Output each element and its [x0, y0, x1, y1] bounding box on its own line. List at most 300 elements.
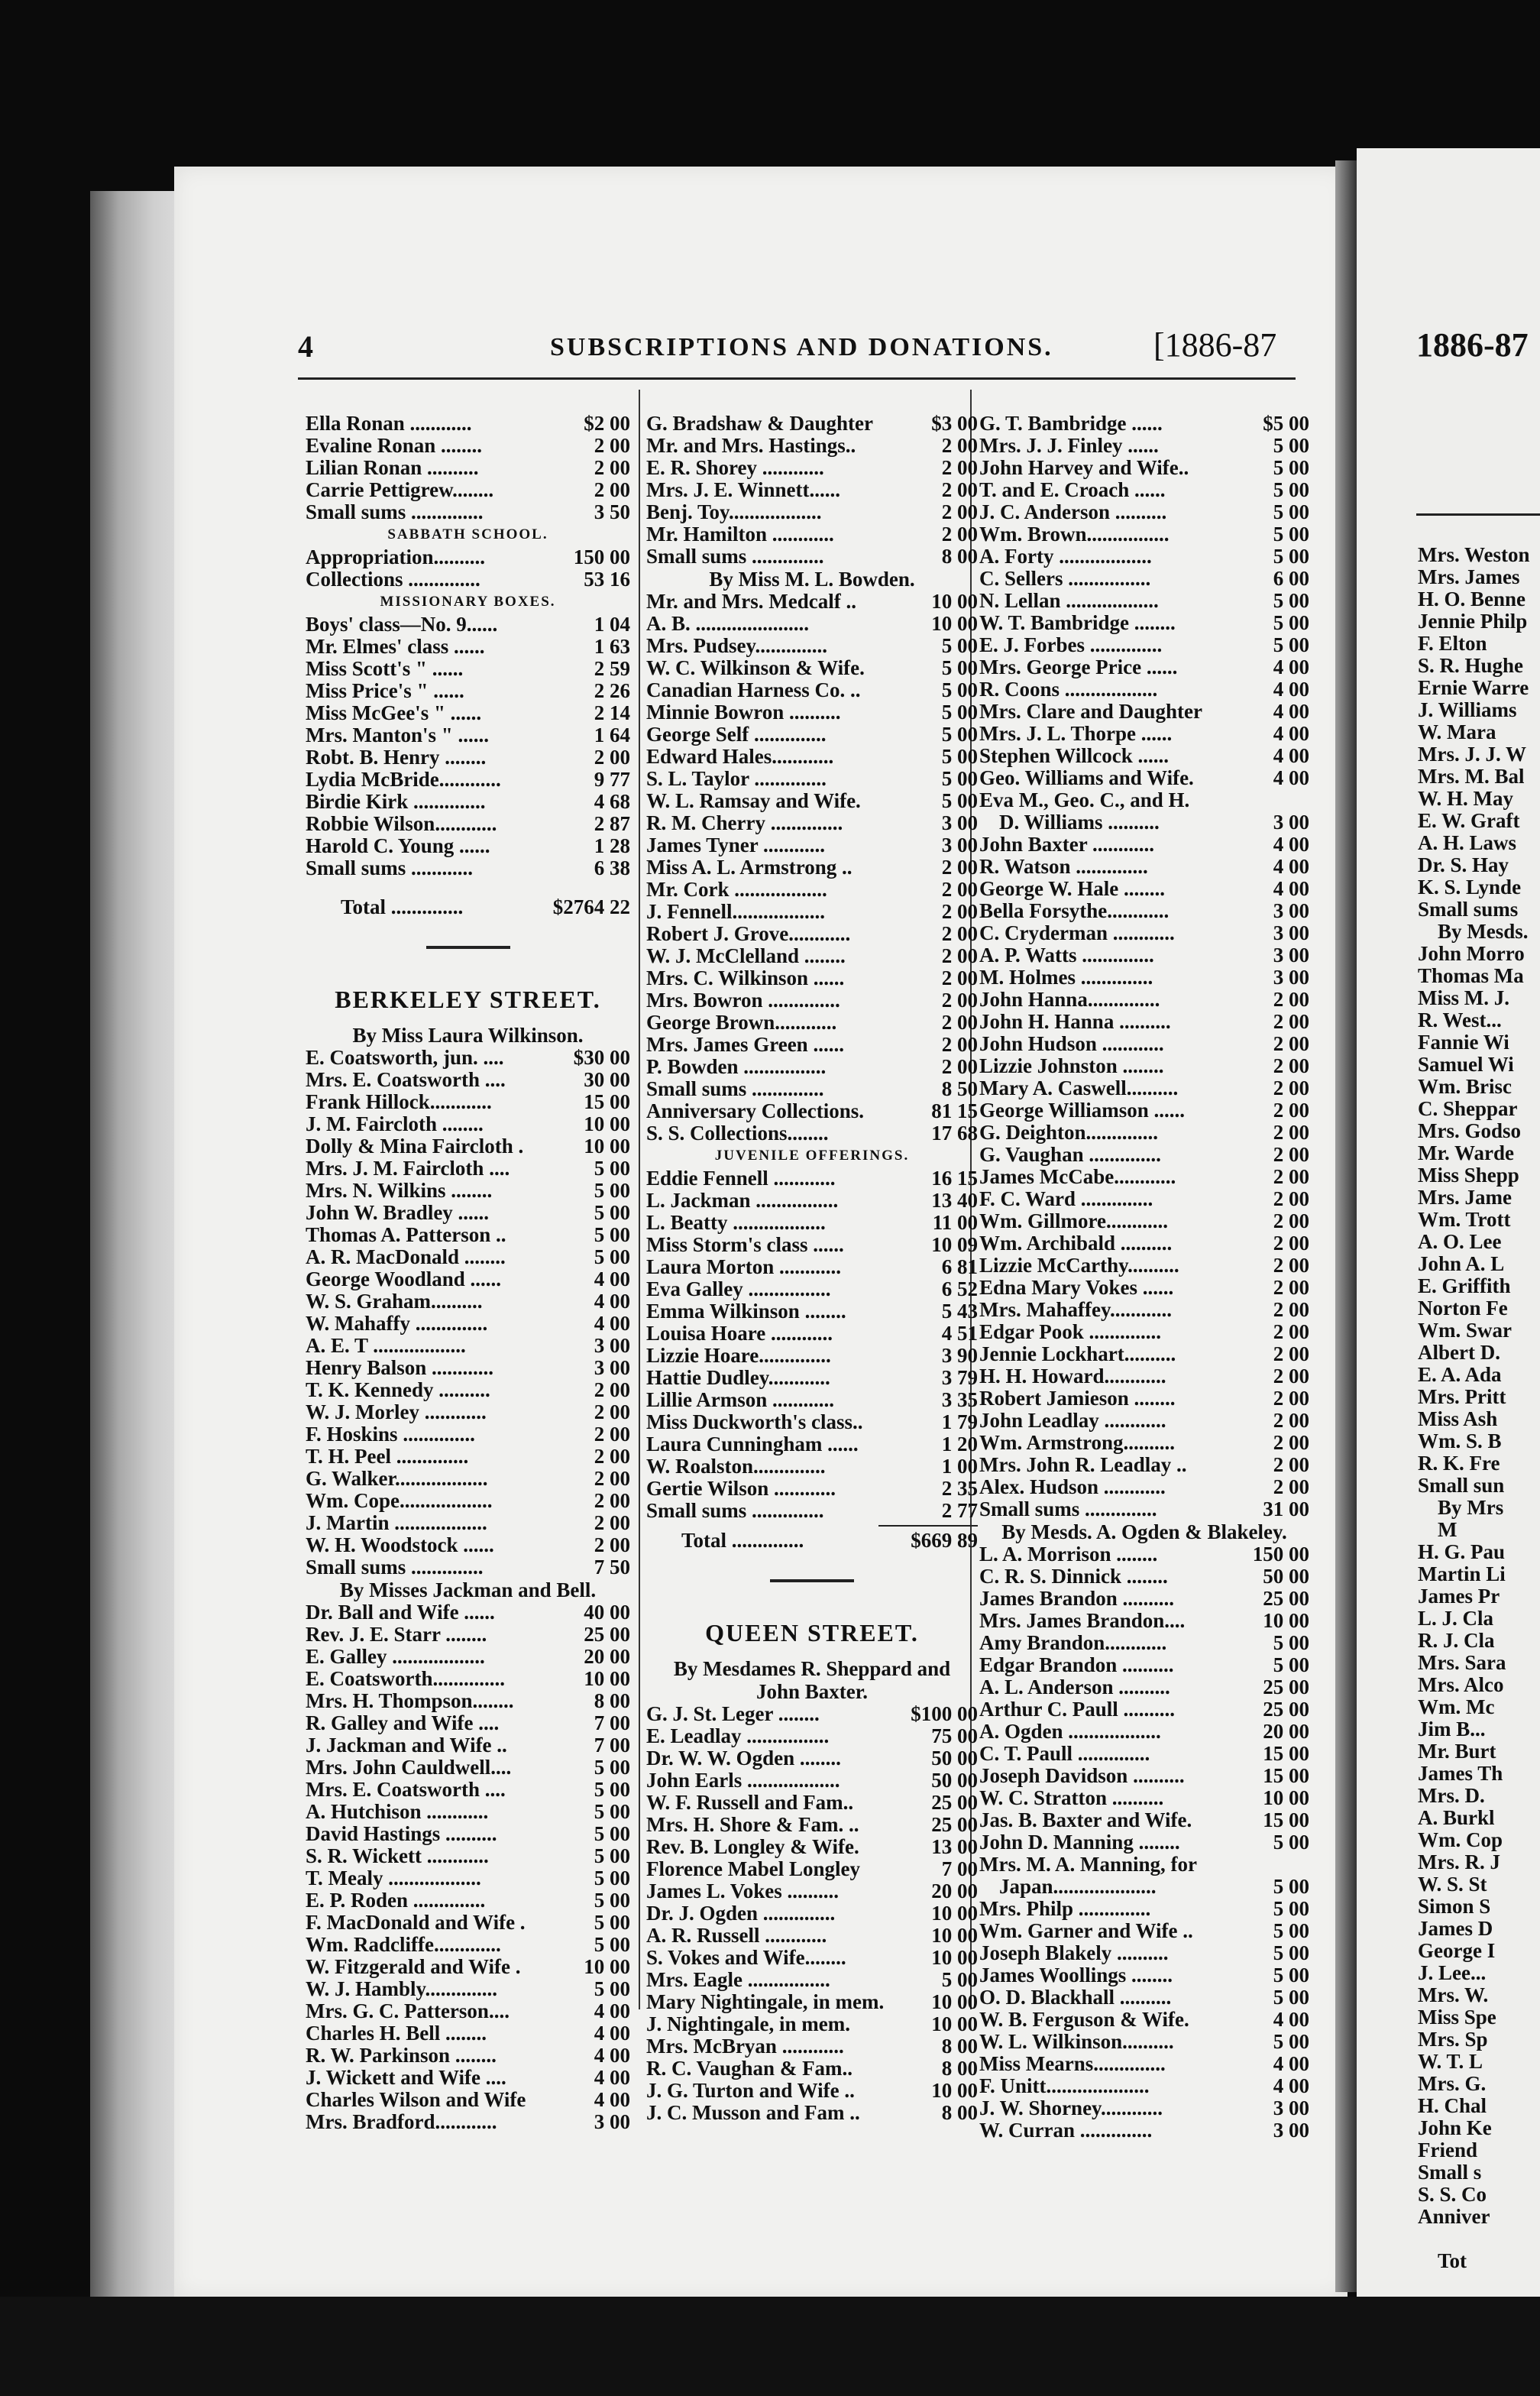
- donor-row: [646, 1190, 978, 1212]
- donor-row: [646, 812, 978, 834]
- donor-name: John D. Manning ........: [979, 1831, 1180, 1854]
- donor-row: [979, 1831, 1309, 1854]
- donation-amount: 5 00: [941, 656, 978, 679]
- donor-row: [979, 1277, 1309, 1299]
- donor-row: [646, 1703, 978, 1725]
- donor-row: [979, 1099, 1309, 1122]
- donation-amount: 5 00: [1273, 589, 1309, 612]
- donor-row: [646, 768, 978, 790]
- donation-amount: 4 00: [1273, 722, 1309, 745]
- donor-name: L. Beatty ..................: [646, 1211, 826, 1234]
- donor-name: J. Fennell..................: [646, 900, 825, 923]
- donor-row: [646, 1278, 978, 1300]
- donor-name: W. B. Ferguson & Wife.: [979, 2008, 1189, 2031]
- donor-name: Mrs. M. A. Manning, for: [979, 1853, 1197, 1876]
- donation-amount: 2 00: [594, 1467, 630, 1490]
- donor-row: [646, 901, 978, 923]
- next-page-row: Mr. Warde: [1418, 1141, 1514, 1164]
- donation-amount: 2 00: [941, 989, 978, 1012]
- donor-row: [646, 1969, 978, 1991]
- next-page-row: Mrs. Sara: [1418, 1651, 1506, 1674]
- donor-row: [306, 791, 630, 813]
- donation-amount: 2 00: [1273, 1254, 1309, 1277]
- donor-name: Small sums ..............: [306, 500, 484, 523]
- donation-amount: 7 50: [594, 1556, 630, 1578]
- donor-row: [306, 835, 630, 857]
- donor-name: Mrs. E. Coatsworth ....: [306, 1778, 506, 1801]
- donor-name: A. R. Russell ............: [646, 1924, 827, 1947]
- collector-line: By Miss M. L. Bowden.: [709, 568, 915, 591]
- donor-name: Mrs. Manton's " ......: [306, 724, 489, 746]
- donation-amount: 50 00: [931, 1769, 978, 1792]
- donation-amount: 4 00: [1273, 2074, 1309, 2097]
- next-page-row: Mrs. James: [1418, 565, 1520, 588]
- donor-row: [646, 2102, 978, 2124]
- donor-row: [646, 1814, 978, 1836]
- donor-row: [979, 723, 1309, 745]
- donation-amount: 5 00: [1273, 523, 1309, 546]
- donor-row: [306, 1646, 630, 1668]
- donor-name: Wm. Gillmore............: [979, 1209, 1168, 1232]
- donor-name: Mrs. George Price ......: [979, 656, 1178, 678]
- next-page-row: Simon S: [1418, 1895, 1491, 1918]
- donor-name: Emma Wilkinson ........: [646, 1300, 846, 1323]
- donation-amount: 10 00: [931, 2012, 978, 2035]
- donor-name: R. Watson ..............: [979, 855, 1148, 878]
- donation-amount: 11 00: [932, 1211, 978, 1234]
- donation-amount: 4 00: [594, 2022, 630, 2045]
- donation-amount: 13 00: [931, 1835, 978, 1858]
- next-page-row: A. Burkl: [1418, 1806, 1495, 1829]
- column-divider-left: [639, 390, 640, 2009]
- donor-row: [979, 1565, 1309, 1588]
- donor-name: A. Hutchison ............: [306, 1800, 489, 1823]
- donor-row: [306, 1978, 630, 2000]
- next-page-row: Mrs. Jame: [1418, 1186, 1512, 1209]
- donor-row: [979, 2097, 1309, 2119]
- donor-name: S. L. Taylor ..............: [646, 767, 827, 790]
- donor-row: [646, 457, 978, 479]
- donor-name: A. E. T ..................: [306, 1334, 466, 1357]
- donor-row: [306, 1779, 630, 1801]
- donation-amount: 20 00: [584, 1645, 630, 1668]
- donation-amount: 10 00: [931, 1902, 978, 1925]
- donation-amount: 2 00: [1273, 1099, 1309, 1122]
- donor-row: [979, 1632, 1309, 1654]
- next-page-list: [1418, 544, 1540, 2272]
- donation-amount: 5 00: [1273, 1964, 1309, 1986]
- next-page-row: Small sun: [1418, 1474, 1505, 1497]
- donation-amount: 3 00: [1273, 966, 1309, 989]
- donor-name: M. Holmes ..............: [979, 966, 1153, 989]
- section-heading: BERKELEY STREET.: [335, 986, 601, 1013]
- donor-row: [646, 413, 978, 435]
- donor-row: [979, 1011, 1309, 1033]
- donation-amount: 25 00: [931, 1813, 978, 1836]
- next-page-row: R. J. Cla: [1418, 1629, 1495, 1652]
- donation-amount: 2 00: [941, 856, 978, 879]
- next-page-row: L. J. Cla: [1418, 1607, 1494, 1630]
- donor-name: John H. Hanna ..........: [979, 1010, 1171, 1033]
- donor-row: [979, 856, 1309, 878]
- donor-row: [646, 1167, 978, 1190]
- donor-row: [306, 1490, 630, 1512]
- donor-name: C. Cryderman ............: [979, 921, 1175, 944]
- page-title: SUBSCRIPTIONS AND DONATIONS.: [550, 333, 1053, 361]
- next-page-row: John Ke: [1418, 2116, 1492, 2139]
- donation-amount: 10 00: [1263, 1786, 1309, 1809]
- donor-row: [979, 2075, 1309, 2097]
- next-page-row: A. H. Laws: [1418, 831, 1517, 854]
- donor-name: D. Williams ..........: [999, 811, 1160, 834]
- donor-name: A. B. ......................: [646, 612, 810, 635]
- donation-amount: 5 00: [941, 789, 978, 812]
- donor-row: [979, 1055, 1309, 1077]
- donation-amount: 5 00: [594, 1933, 630, 1956]
- donor-name: Mrs. E. Coatsworth ....: [306, 1068, 506, 1091]
- donor-name: Miss Mearns..............: [979, 2052, 1166, 2075]
- donor-name: S. S. Collections........: [646, 1122, 829, 1145]
- spacer: [646, 1552, 978, 1569]
- donor-row: [306, 1668, 630, 1690]
- donor-name: Mrs. James Green ......: [646, 1033, 844, 1056]
- donation-amount: 3 00: [1273, 899, 1309, 922]
- donor-name: J. Wickett and Wife ....: [306, 2066, 506, 2089]
- donor-row: [979, 590, 1309, 612]
- donor-name: Robbie Wilson............: [306, 812, 497, 835]
- donor-name: Rev. J. E. Starr ........: [306, 1623, 487, 1646]
- donor-row: [306, 2067, 630, 2089]
- donor-row: [646, 1991, 978, 2013]
- donor-row: [646, 1500, 978, 1522]
- donor-name: Miss McGee's " ......: [306, 701, 482, 724]
- donation-amount: 15 00: [1263, 1808, 1309, 1831]
- donation-amount: 10 00: [584, 1955, 630, 1978]
- donation-amount: 5 00: [1273, 500, 1309, 523]
- donor-name: Mrs. C. Wilkinson ......: [646, 966, 845, 989]
- donation-amount: 10 00: [1263, 1609, 1309, 1632]
- donor-row: [646, 1725, 978, 1747]
- donor-name: Charles Wilson and Wife: [306, 2088, 526, 2111]
- donation-amount: 10 00: [931, 1990, 978, 2013]
- donor-name: Mrs. John R. Leadlay ..: [979, 1453, 1187, 1476]
- donor-row: [979, 1920, 1309, 1942]
- donor-row: [646, 790, 978, 812]
- donor-name: W. T. Bambridge ........: [979, 611, 1176, 634]
- donor-row: [646, 2080, 978, 2102]
- donor-row: [646, 1411, 978, 1433]
- donor-name: Mrs. Eagle ................: [646, 1968, 830, 1991]
- page-number: 4: [298, 329, 313, 364]
- donation-amount: 2 00: [941, 523, 978, 546]
- donation-amount: 2 00: [594, 1423, 630, 1446]
- donor-name: Wm. Armstrong..........: [979, 1431, 1175, 1454]
- donor-name: Benj. Toy..................: [646, 500, 822, 523]
- donor-row: [979, 1942, 1309, 1964]
- book-gutter: [1335, 160, 1358, 2292]
- donor-row: [646, 945, 978, 967]
- donor-name: Small sums ..............: [979, 1498, 1157, 1520]
- donor-name: Canadian Harness Co. ..: [646, 678, 861, 701]
- donor-name: W. Curran ..............: [979, 2119, 1153, 2142]
- collector-line: John Baxter.: [755, 1680, 869, 1703]
- donation-amount: 2 00: [594, 1378, 630, 1401]
- donor-row: [306, 702, 630, 724]
- next-page-row: Mrs. Sp: [1418, 2028, 1488, 2051]
- next-page-row: Norton Fe: [1418, 1297, 1508, 1319]
- donor-row: [979, 1232, 1309, 1255]
- donor-name: Arthur C. Paull ..........: [979, 1698, 1176, 1721]
- donor-row: [306, 2045, 630, 2067]
- donation-amount: 3 00: [594, 2110, 630, 2133]
- donation-amount: 20 00: [931, 1880, 978, 1902]
- donor-row: [979, 1299, 1309, 1321]
- donation-amount: 2 00: [941, 500, 978, 523]
- next-page-row: Jennie Philp: [1418, 610, 1528, 633]
- donation-amount: 4 00: [594, 1999, 630, 2022]
- donor-name: F. Unitt....................: [979, 2074, 1150, 2097]
- donation-amount: 6 52: [941, 1277, 978, 1300]
- donation-amount: 1 28: [594, 834, 630, 857]
- donor-row: [979, 568, 1309, 590]
- donation-amount: 2 00: [594, 746, 630, 769]
- donation-amount: 5 00: [1273, 1986, 1309, 2009]
- donor-name: Joseph Blakely ..........: [979, 1941, 1169, 1964]
- donor-row: [306, 614, 630, 636]
- donation-amount: 1 64: [594, 724, 630, 746]
- donation-amount: 8 00: [941, 2101, 978, 2124]
- donor-name: Mrs. J. J. Finley ......: [979, 434, 1159, 457]
- next-page-row: Mrs. G.: [1418, 2072, 1487, 2095]
- donation-amount: 8 00: [594, 1689, 630, 1712]
- donor-row: [979, 2009, 1309, 2031]
- donation-amount: 8 00: [941, 2035, 978, 2058]
- donor-name: Wm. Brown................: [979, 523, 1170, 546]
- donor-row: [646, 2058, 978, 2080]
- donor-name: Stephen Willcock ......: [979, 744, 1170, 767]
- donation-amount: 3 00: [594, 1356, 630, 1379]
- donation-amount: 10 00: [931, 612, 978, 635]
- donor-row: [306, 1757, 630, 1779]
- next-page-row: Miss Spe: [1418, 2006, 1496, 2029]
- donation-amount: 30 00: [584, 1068, 630, 1091]
- page-header: [298, 326, 1299, 374]
- donor-name: Lizzie Johnston ........: [979, 1054, 1164, 1077]
- donation-amount: 5 00: [1273, 1831, 1309, 1854]
- donation-amount: 2 00: [1273, 1409, 1309, 1432]
- donor-row: [979, 1787, 1309, 1809]
- donor-name: James Brandon ..........: [979, 1587, 1175, 1610]
- donor-row: [646, 1389, 978, 1411]
- donor-name: David Hastings ..........: [306, 1822, 497, 1845]
- donor-name: James McCabe............: [979, 1165, 1176, 1188]
- donor-name: Edgar Pook ..............: [979, 1320, 1162, 1343]
- donation-amount: $2764 22: [552, 895, 630, 918]
- donation-amount: 10 00: [584, 1135, 630, 1158]
- donation-amount: 4 00: [1273, 877, 1309, 900]
- next-page-row: Mrs. Alco: [1418, 1673, 1504, 1696]
- donor-row: [306, 1268, 630, 1290]
- donor-name: Joseph Davidson ..........: [979, 1764, 1185, 1787]
- next-page-row: James Pr: [1418, 1585, 1500, 1608]
- donation-amount: 4 00: [594, 1312, 630, 1335]
- donor-name: Birdie Kirk ..............: [306, 790, 486, 813]
- donor-name: Small sums ............: [306, 856, 474, 879]
- donation-amount: 5 00: [594, 1822, 630, 1845]
- donor-row: [646, 967, 978, 989]
- donor-row: [306, 813, 630, 835]
- donor-row: [979, 878, 1309, 900]
- donor-row: [979, 811, 1309, 834]
- donor-name: E. Coatsworth..............: [306, 1667, 505, 1690]
- donation-amount: 3 00: [941, 834, 978, 856]
- donation-amount: 53 16: [584, 568, 630, 591]
- donor-row: [979, 1476, 1309, 1498]
- donor-name: Mr. Elmes' class ......: [306, 635, 485, 658]
- donation-amount: 2 00: [1273, 1165, 1309, 1188]
- separator-line: [770, 1579, 854, 1582]
- donor-row: [306, 1912, 630, 1934]
- donor-name: S. Vokes and Wife........: [646, 1946, 846, 1969]
- donor-row: [306, 1113, 630, 1135]
- donor-name: Small sums ..............: [646, 1499, 824, 1522]
- donor-name: Carrie Pettigrew........: [306, 478, 494, 501]
- column-1: [306, 413, 630, 2133]
- donor-row: [306, 546, 630, 568]
- donation-amount: 2 00: [1273, 1187, 1309, 1210]
- donor-name: W. S. Graham..........: [306, 1290, 483, 1313]
- donor-name: George Woodland ......: [306, 1268, 502, 1290]
- donor-row: [306, 857, 630, 879]
- next-page-row: Tot: [1438, 2249, 1467, 2272]
- donor-name: Lydia McBride............: [306, 768, 501, 791]
- donor-row: [306, 435, 630, 457]
- donor-row: [646, 1858, 978, 1880]
- donor-name: C. Sellers ................: [979, 567, 1151, 590]
- donor-name: Jennie Lockhart..........: [979, 1342, 1176, 1365]
- donor-row: [306, 1823, 630, 1845]
- donation-amount: 5 00: [594, 1179, 630, 1202]
- donation-amount: 4 00: [594, 2044, 630, 2067]
- donor-row: [306, 1801, 630, 1823]
- donor-name: E. Leadlay ................: [646, 1724, 830, 1747]
- donor-name: Robert J. Grove............: [646, 922, 851, 945]
- donor-row: [979, 634, 1309, 656]
- next-page-row: Fannie Wi: [1418, 1031, 1509, 1054]
- donor-name: E. Coatsworth, jun. ....: [306, 1046, 504, 1069]
- next-page-row: Mrs. W.: [1418, 1983, 1489, 2006]
- donor-row: [646, 701, 978, 724]
- donation-amount: 5 00: [594, 1201, 630, 1224]
- donor-name: Charles H. Bell ........: [306, 2022, 487, 2045]
- donation-amount: 5 00: [594, 1911, 630, 1934]
- donor-row: [646, 479, 978, 501]
- donor-row: [979, 457, 1309, 479]
- donor-name: Jas. B. Baxter and Wife.: [979, 1808, 1192, 1831]
- donation-amount: 3 00: [594, 1334, 630, 1357]
- donor-name: Mrs. Bowron ..............: [646, 989, 840, 1012]
- donation-amount: 2 00: [594, 434, 630, 457]
- donation-amount: 3 35: [941, 1388, 978, 1411]
- donor-name: George W. Hale ........: [979, 877, 1165, 900]
- donation-amount: 4 00: [594, 1268, 630, 1290]
- donor-name: Mrs. John Cauldwell....: [306, 1756, 512, 1779]
- donor-row: [646, 879, 978, 901]
- donation-amount: 3 79: [941, 1366, 978, 1389]
- next-page-row: R. K. Fre: [1418, 1452, 1500, 1475]
- donor-row: [306, 1202, 630, 1224]
- donation-amount: 75 00: [931, 1724, 978, 1747]
- next-page-row: H. G. Pau: [1418, 1540, 1506, 1563]
- donor-name: E. P. Roden ..............: [306, 1889, 486, 1912]
- donor-name: Miss A. L. Armstrong ..: [646, 856, 852, 879]
- donor-row: [979, 678, 1309, 701]
- donor-name: Mrs. Philp ..............: [979, 1897, 1151, 1920]
- donation-amount: $669 89: [911, 1529, 978, 1552]
- donor-name: George Self ..............: [646, 723, 827, 746]
- donor-row: [979, 1321, 1309, 1343]
- donation-amount: 2 00: [1273, 1010, 1309, 1033]
- donor-row: [306, 2089, 630, 2111]
- donor-name: John Harvey and Wife..: [979, 456, 1189, 479]
- donor-name: W. H. Woodstock ......: [306, 1533, 494, 1556]
- donor-row: [979, 546, 1309, 568]
- donation-amount: 2 35: [941, 1477, 978, 1500]
- donor-row: [646, 1234, 978, 1256]
- next-page-row: Ernie Warre: [1418, 676, 1529, 699]
- donation-amount: 2 00: [594, 478, 630, 501]
- donor-row: [306, 1889, 630, 1912]
- donation-amount: 2 00: [941, 878, 978, 901]
- donor-name: Harold C. Young ......: [306, 834, 490, 857]
- donation-amount: 40 00: [584, 1601, 630, 1624]
- donation-amount: 4 00: [1273, 2008, 1309, 2031]
- donor-name: W. Roalston..............: [646, 1455, 826, 1478]
- donor-row: [306, 1712, 630, 1734]
- donor-name: Dr. W. W. Ogden ........: [646, 1747, 841, 1769]
- donor-name: Dr. Ball and Wife ......: [306, 1601, 495, 1624]
- donor-row: [306, 1734, 630, 1757]
- donor-name: Wm. Cope..................: [306, 1489, 493, 1512]
- donation-amount: 150 00: [573, 546, 630, 568]
- donor-name: Mr. Cork ..................: [646, 878, 827, 901]
- donation-amount: 16 15: [931, 1167, 978, 1190]
- donation-amount: 4 00: [1273, 678, 1309, 701]
- donor-name: Rev. B. Longley & Wife.: [646, 1835, 859, 1858]
- donor-name: W. C. Wilkinson & Wife.: [646, 656, 865, 679]
- donor-row: [306, 2111, 630, 2133]
- donor-row: [646, 1212, 978, 1234]
- donor-row: [306, 479, 630, 501]
- donor-row: [306, 1091, 630, 1113]
- donor-name: A. L. Anderson ..........: [979, 1676, 1170, 1698]
- donation-amount: 5 00: [594, 1223, 630, 1246]
- donor-name: James L. Vokes ..........: [646, 1880, 840, 1902]
- next-page-row: Thomas Ma: [1418, 964, 1524, 987]
- donation-amount: 5 00: [1273, 1875, 1309, 1898]
- donor-row: [646, 1902, 978, 1925]
- donation-amount: 3 90: [941, 1344, 978, 1367]
- donor-name: J. Jackman and Wife ..: [306, 1734, 507, 1757]
- donor-row: [979, 1255, 1309, 1277]
- next-page-row: [1418, 2228, 1540, 2250]
- donor-name: A. P. Watts ..............: [979, 944, 1154, 966]
- donation-amount: 25 00: [1263, 1587, 1309, 1610]
- donor-row: [979, 1188, 1309, 1210]
- donation-amount: 2 00: [594, 1489, 630, 1512]
- donation-amount: 10 00: [584, 1667, 630, 1690]
- donor-row: [979, 922, 1309, 944]
